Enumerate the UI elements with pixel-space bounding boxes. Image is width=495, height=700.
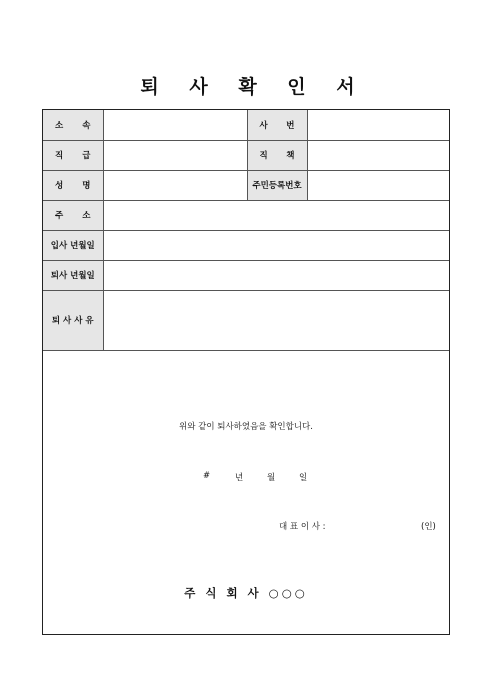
- leave-date-field[interactable]: [103, 260, 449, 290]
- confirmation-section: [43, 350, 449, 634]
- employee-no-label: 사 번: [247, 110, 307, 140]
- date-year: #: [203, 471, 211, 481]
- rank-label: 직 급: [43, 140, 103, 170]
- employee-no-field[interactable]: [307, 110, 449, 140]
- info-table: [43, 110, 449, 351]
- resident-no-label: 주민등록번호: [247, 170, 307, 200]
- name-field[interactable]: [103, 170, 247, 200]
- position-label: 직 책: [247, 140, 307, 170]
- address-label: 주 소: [43, 200, 103, 230]
- table-row: [43, 140, 449, 170]
- reason-field[interactable]: [103, 290, 449, 350]
- table-row: [43, 110, 449, 140]
- company-name: 주 식 회 사 ○○○: [184, 586, 308, 600]
- reason-label: 퇴 사 사 유: [43, 290, 103, 350]
- rank-field[interactable]: [103, 140, 247, 170]
- table-row: [43, 230, 449, 260]
- table-row: [43, 290, 449, 350]
- date-year-label: 년: [235, 473, 244, 483]
- leave-date-label: 퇴사 년월일: [43, 260, 103, 290]
- join-date-field[interactable]: [103, 230, 449, 260]
- date-day-label: 일: [299, 473, 308, 483]
- confirmation-text: 위와 같이 퇴사하였음을 확인합니다.: [179, 422, 313, 432]
- representative-label: 대 표 이 사 :: [279, 522, 326, 532]
- position-field[interactable]: [307, 140, 449, 170]
- address-field[interactable]: [103, 200, 449, 230]
- affiliation-field[interactable]: [103, 110, 247, 140]
- affiliation-label: 소 속: [43, 110, 103, 140]
- resident-no-field[interactable]: [307, 170, 449, 200]
- document-title: 퇴 사 확 인 서: [140, 76, 367, 98]
- date-line: [203, 471, 307, 483]
- name-label: 성 명: [43, 170, 103, 200]
- table-row: [43, 170, 449, 200]
- resignation-form: [42, 109, 450, 635]
- join-date-label: 입사 년월일: [43, 230, 103, 260]
- table-row: [43, 200, 449, 230]
- table-row: [43, 260, 449, 290]
- date-month-label: 월: [267, 473, 276, 483]
- seal-mark: (인): [421, 522, 436, 532]
